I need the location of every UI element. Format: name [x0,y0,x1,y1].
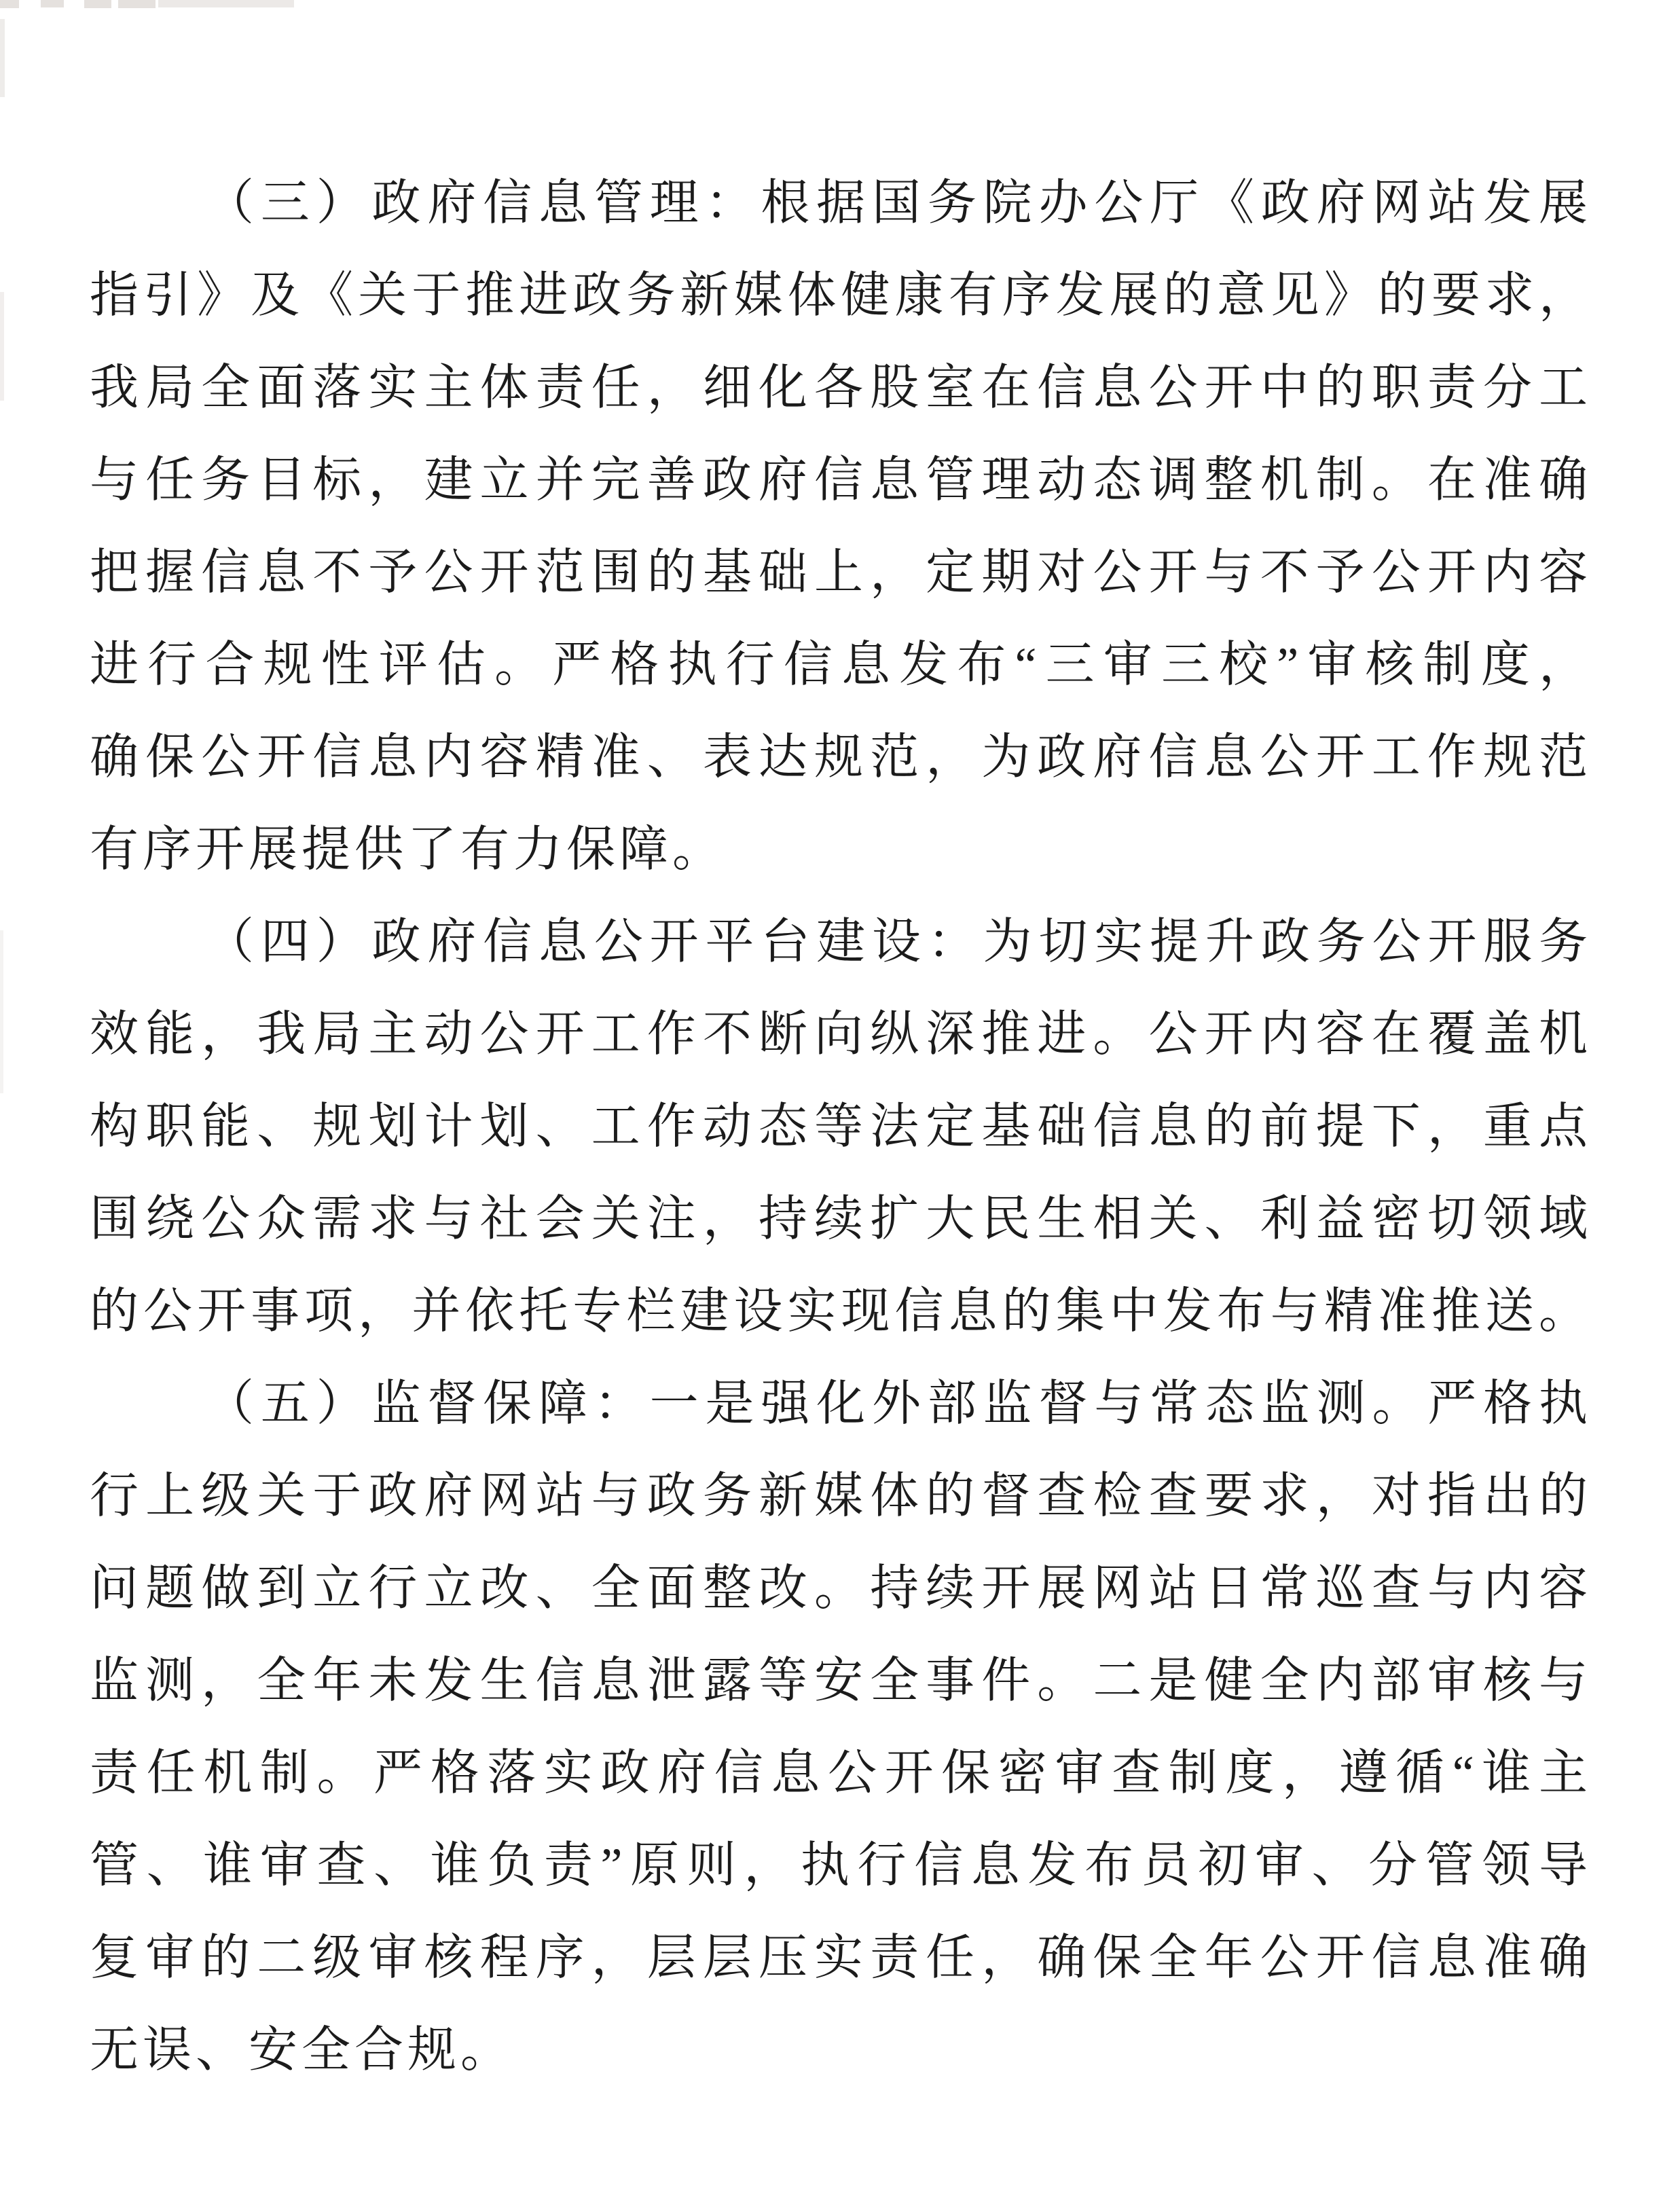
text-line: （四）政府信息公开平台建设：为切实提升政务公开服务 [205,915,1592,969]
text-line: 指引》及《关于推进政务新媒体健康有序发展的意见》的要求， [90,268,1592,323]
scan-artifact-top [41,0,64,7]
scan-artifact-left [0,19,5,97]
text-line: 复审的二级审核程序，层层压实责任，确保全年公开信息准确 [90,1931,1592,1985]
text-line: 有序开展提供了有力保障。 [90,822,726,877]
text-line: 监测，全年未发生信息泄露等安全事件。二是健全内部审核与 [90,1653,1592,1708]
scan-artifact-top [0,0,19,8]
text-line: （三）政府信息管理：根据国务院办公厅《政府网站发展 [205,176,1592,230]
text-line: 构职能、规划计划、工作动态等法定基础信息的前提下，重点 [90,1099,1592,1154]
text-line: 把握信息不予公开范围的基础上，定期对公开与不予公开内容 [90,545,1592,600]
text-line: 行上级关于政府网站与政务新媒体的督查检查要求，对指出的 [90,1469,1592,1523]
scan-artifact-left [0,930,3,1093]
text-line: 管、谁审查、谁负责”原则，执行信息发布员初审、分管领导 [90,1838,1592,1893]
text-line: 确保公开信息内容精准、表达规范，为政府信息公开工作规范 [90,730,1592,784]
text-line: 进行合规性评估。严格执行信息发布“三审三校”审核制度， [90,638,1592,692]
text-line: 无误、安全合规。 [90,2023,514,2077]
text-line: （五）监督保障：一是强化外部监督与常态监测。严格执 [205,1376,1592,1431]
scan-artifact-left [0,292,4,401]
scan-artifact-top [118,0,156,8]
scan-artifact-top [158,0,294,7]
text-line: 围绕公众需求与社会关注，持续扩大民生相关、利益密切领域 [90,1192,1592,1246]
text-line: 责任机制。严格落实政府信息公开保密审查制度，遵循“谁主 [90,1746,1592,1800]
text-line: 问题做到立行立改、全面整改。持续开展网站日常巡查与内容 [90,1561,1592,1615]
text-line: 我局全面落实主体责任，细化各股室在信息公开中的职责分工 [90,361,1592,415]
document-body [90,157,1592,2096]
scan-artifact-top [84,0,111,8]
text-line: 效能，我局主动公开工作不断向纵深推进。公开内容在覆盖机 [90,1007,1592,1061]
text-line: 与任务目标，建立并完善政府信息管理动态调整机制。在准确 [90,453,1592,507]
text-line: 的公开事项，并依托专栏建设实现信息的集中发布与精准推送。 [90,1284,1592,1338]
